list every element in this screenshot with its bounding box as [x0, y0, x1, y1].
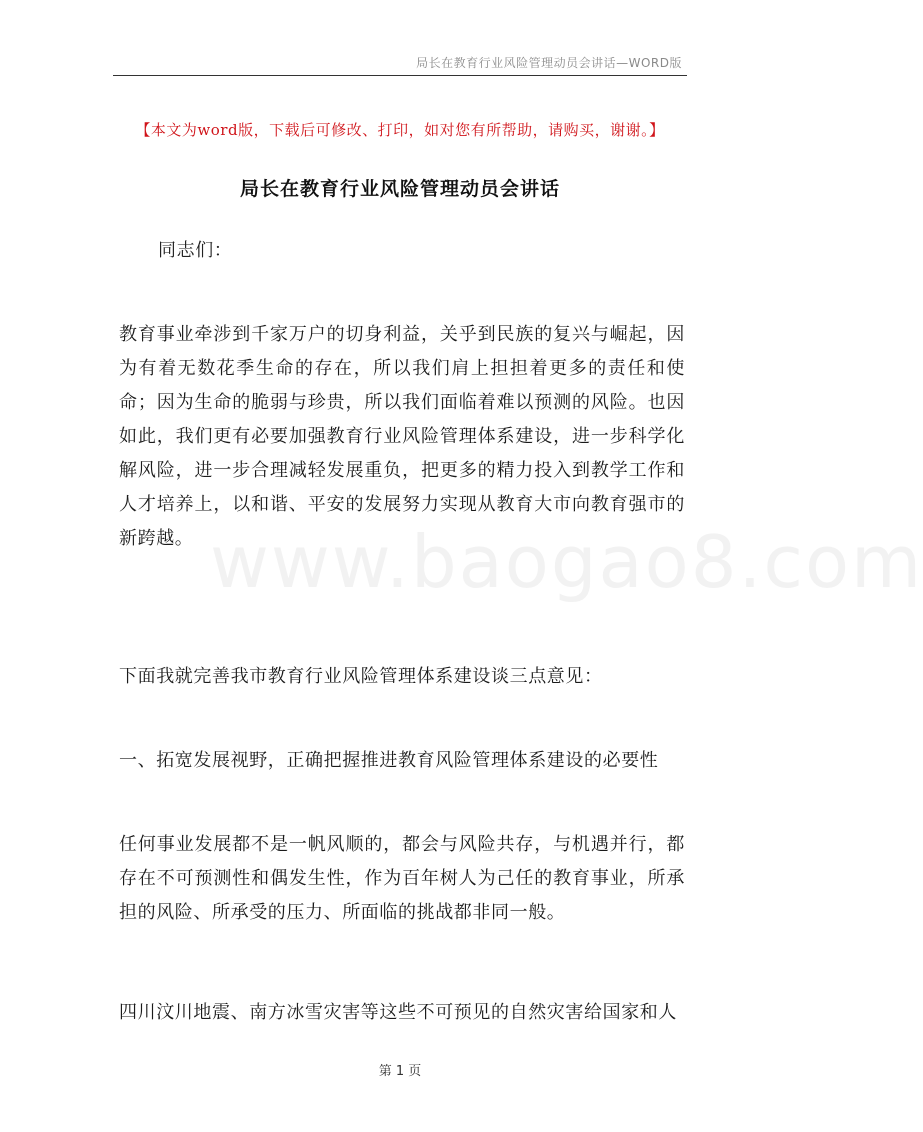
- page-number: 第 1 页: [378, 1064, 422, 1079]
- paragraph: 下面我就完善我市教育行业风险管理体系建设谈三点意见：: [119, 666, 603, 687]
- section-heading: 一、拓宽发展视野，正确把握推进教育风险管理体系建设的必要性: [119, 750, 659, 771]
- paragraph: 任何事业发展都不是一帆风顺的，都会与风险共存，与机遇并行，都存在不可预测性和偶发生性，作为百年树人为己任的教育事业，所承担的风险、所承受的压力、所面临的挑战都非同一般。: [119, 834, 685, 923]
- watermark: www.baogao8.com: [210, 520, 923, 604]
- salutation: 同志们：: [158, 240, 233, 261]
- purchase-notice: 【本文为word版，下载后可修改、打印，如对您有所帮助，请购买，谢谢。】: [135, 121, 665, 139]
- document-title: 局长在教育行业风险管理动员会讲话: [239, 178, 560, 200]
- paragraph: 教育事业牵涉到千家万户的切身利益，关乎到民族的复兴与崛起，因为有着无数花季生命的存在，所以我们肩上担担着更多的责任和使命；因为生命的脆弱与珍贵，所以我们面临着难以预测的风险。也因如此，我们更有必要加强教育行业风险管理体系建设，进一步科学化解风险，进一步合理减轻发展重负，把更多的精力投入到教学工作和人才培养上，以和谐、平安的发展努力实现从教育大市向教育强市的新跨越。: [119, 324, 685, 549]
- running-header: 局长在教育行业风险管理动员会讲话—WORD版: [416, 56, 682, 70]
- paragraph: 四川汶川地震、南方冰雪灾害等这些不可预见的自然灾害给国家和人: [119, 1002, 677, 1023]
- header-divider: [113, 75, 687, 76]
